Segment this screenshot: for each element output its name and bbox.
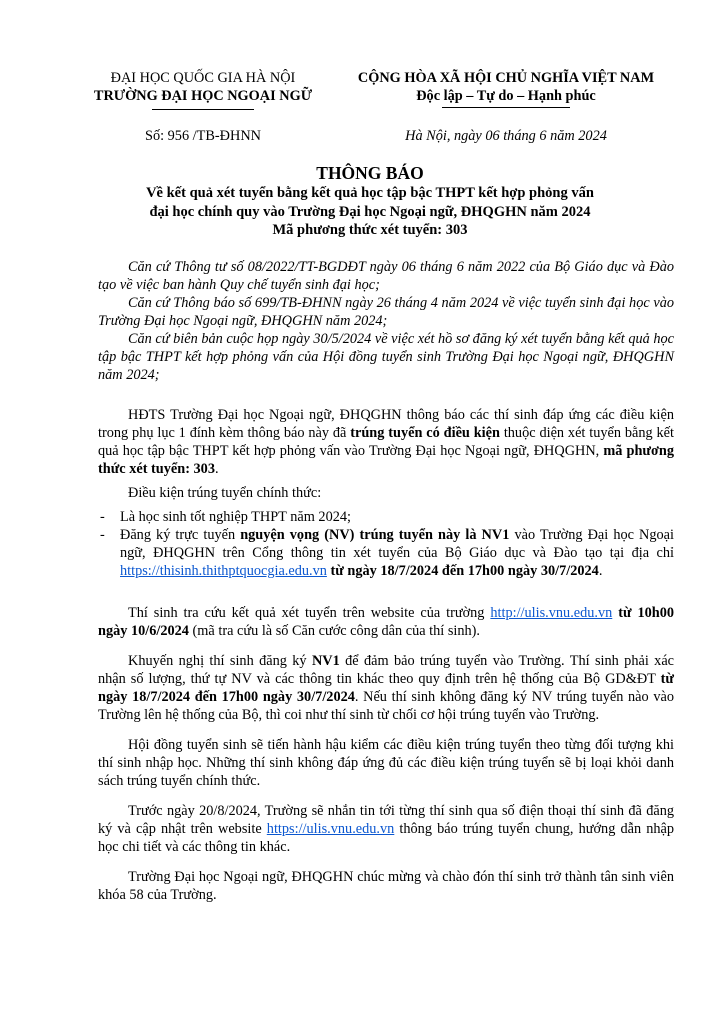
document-header	[70, 69, 670, 129]
national-title: CỘNG HÒA XÃ HỘI CHỦ NGHĨA VIỆT NAM	[357, 70, 655, 86]
school-name-underline	[152, 109, 254, 110]
lookup-paragraph: Thí sinh tra cứu kết quả xét tuyển trên website của trường http://ulis.vnu.edu.vn từ 10h00 ngày 10/6/2024 (mã tra cứu là số Căn cước công dân của thí sinh).	[98, 605, 674, 639]
legal-basis-3: Căn cứ biên bản cuộc họp ngày 30/5/2024 về việc xét hồ sơ đăng ký xét tuyển bằng kết quả học tập bậc THPT kết hợp phỏng vấn của Hội đồng tuyển sinh Trường Đại học Ngoại ngữ, ĐHQGHN năm 2024;	[98, 331, 674, 383]
title-line-2: đại học chính quy vào Trường Đại học Ngoại ngữ, ĐHQGHN năm 2024	[149, 203, 591, 220]
title-line-1: Về kết quả xét tuyển bằng kết quả học tập bậc THPT kết hợp phỏng vấn	[146, 185, 594, 201]
welcome-paragraph: Trường Đại học Ngoại ngữ, ĐHQGHN chúc mừng và chào đón thí sinh trở thành tân sinh viên khóa 58 của Trường.	[98, 869, 674, 903]
national-motto: Độc lập – Tự do – Hạnh phúc	[416, 88, 596, 104]
post-check-paragraph: Hội đồng tuyển sinh sẽ tiến hành hậu kiểm các điều kiện trúng tuyển theo từng đối tượng khi thí sinh nhập học. Những thí sinh không đáp ứng đủ các điều kiện trúng tuyển sẽ bị loại khỏi danh sách trúng tuyển chính thức.	[98, 737, 674, 789]
university-name: ĐẠI HỌC QUỐC GIA HÀ NỘI	[110, 70, 296, 86]
sms-paragraph: Trước ngày 20/8/2024, Trường sẽ nhắn tin tới từng thí sinh qua số điện thoại thí sinh đã đăng ký và cập nhật trên website https://ulis.vnu.edu.vn thông báo trúng tuyển chung, hướng dẫn nhập học chi tiết và các thông tin khác.	[98, 803, 675, 855]
conditional-admission: trúng tuyển có điều kiện	[350, 425, 500, 441]
document-body	[98, 258, 674, 904]
thisinh-portal-link[interactable]: https://thisinh.thithptquocgia.edu.vn	[120, 563, 327, 579]
condition-item-1: - Là học sinh tốt nghiệp THPT năm 2024;	[100, 509, 351, 525]
ulis-website-link-2[interactable]: https://ulis.vnu.edu.vn	[266, 821, 395, 837]
document-title	[70, 162, 670, 240]
conditions-heading: Điều kiện trúng tuyển chính thức:	[128, 485, 322, 501]
legal-basis-2: Căn cứ Thông báo số 699/TB-ĐHNN ngày 26 tháng 4 năm 2024 về việc tuyển sinh đại học vào Trường Đại học Ngoại ngữ, ĐHQGHN năm 2024;	[98, 295, 674, 329]
motto-underline	[442, 107, 570, 108]
title-line-3: Mã phương thức xét tuyển: 303	[272, 222, 468, 238]
method-code: mã phương thức xét tuyển: 303	[98, 443, 674, 477]
ulis-website-link[interactable]: http://ulis.vnu.edu.vn	[490, 605, 613, 621]
document-number: Số: 956 /TB-ĐHNN	[145, 128, 261, 144]
title-main: THÔNG BÁO	[316, 163, 424, 183]
legal-basis-1: Căn cứ Thông tư số 08/2022/TT-BGDĐT ngày 06 tháng 6 năm 2022 của Bộ Giáo dục và Đào tạo về việc ban hành Quy chế tuyển sinh đại học;	[98, 259, 674, 293]
announcement-paragraph: HĐTS Trường Đại học Ngoại ngữ, ĐHQGHN thông báo các thí sinh đáp ứng các điều kiện trong phụ lục 1 đính kèm thông báo này đã trúng tuyển có điều kiện thuộc diện xét tuyển bằng kết quả học tập bậc THPT kết hợp phỏng vấn vào Trường Đại học Ngoại ngữ, ĐHQGHN, mã phương thức xét tuyển: 303.	[98, 407, 674, 477]
recommend-paragraph: Khuyến nghị thí sinh đăng ký NV1 để đảm bảo trúng tuyển vào Trường. Thí sinh phải xác nhận số lượng, thứ tự NV và các thông tin khác theo quy định trên hệ thống của Bộ GD&ĐT từ ngày 18/7/2024 đến 17h00 ngày 30/7/2024. Nếu thí sinh không đăng ký NV trúng tuyển nào vào Trường lên hệ thống của Bộ, thì coi như thí sinh từ chối cơ hội trúng tuyển vào Trường.	[98, 653, 675, 723]
condition-item-2: - Đăng ký trực tuyến nguyện vọng (NV) trúng tuyển này là NV1 vào Trường Đại học Ngoại ngữ, ĐHQGHN trên Cổng thông tin xét tuyển của Bộ Giáo dục và Đào tạo tại địa chỉ https://thisinh.thithptquocgia.edu.vn từ ngày 18/7/2024 đến 17h00 ngày 30/7/2024.	[100, 527, 674, 579]
school-name: TRƯỜNG ĐẠI HỌC NGOẠI NGỮ	[93, 88, 313, 104]
document-date: Hà Nội, ngày 06 tháng 6 năm 2024	[405, 128, 607, 144]
